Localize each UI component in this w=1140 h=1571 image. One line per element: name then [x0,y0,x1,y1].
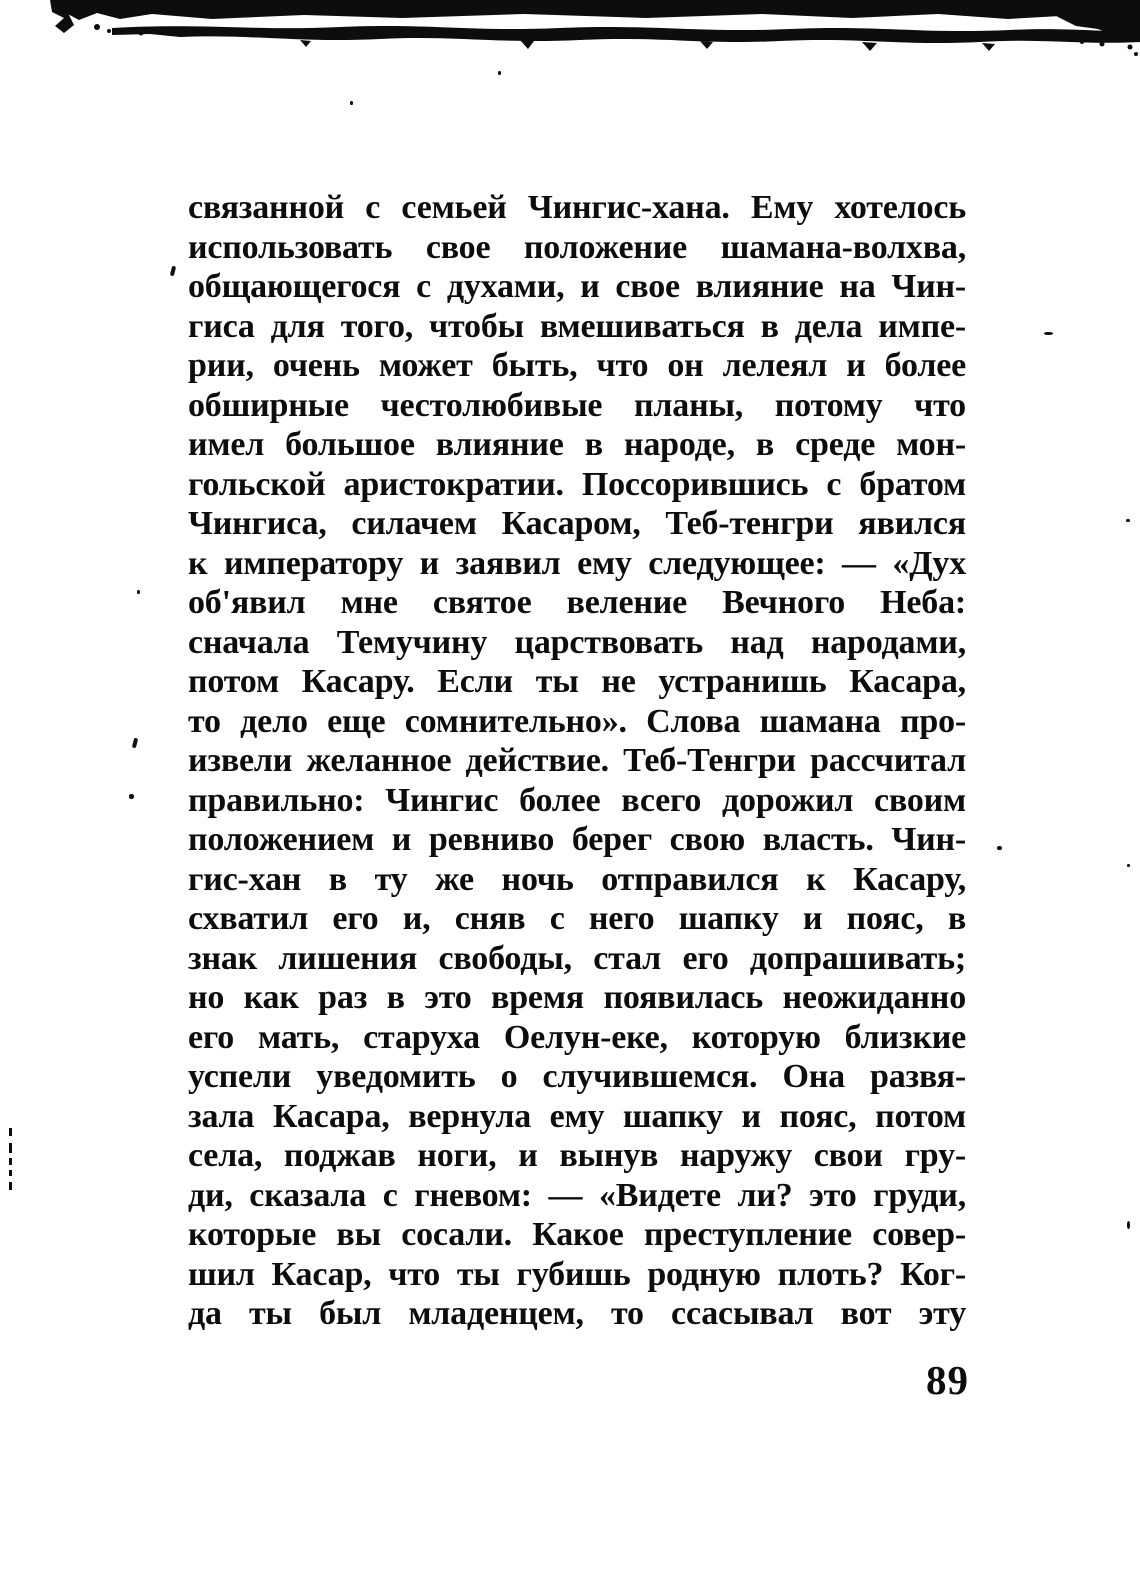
body-text [188,188,966,1334]
text-line: гольской аристократии. Поссорившись с братом [188,465,966,503]
scan-artifact-left-dash [9,1143,12,1153]
text-line: общающегося с духами, и свое влияние на Чин- [188,268,966,305]
ink-speck [350,101,353,105]
scan-artifact-left-dash [9,1182,12,1190]
text-line: шил Касар, что ты губишь родную плоть? Ког- [188,1255,966,1293]
scan-artifact-top-edge [0,0,1140,64]
ink-speck [132,738,138,749]
ink-speck [170,266,176,277]
text-line: правильно: Чингис более всего дорожил своим [188,781,966,819]
text-line: об'явил мне святое веление Вечного Неба: [188,584,966,621]
text-line: схватил его и, сняв с него шапку и пояс, в [188,900,966,937]
ink-speck [1126,519,1130,522]
ink-speck [137,590,140,594]
text-line: то дело еще сомнительно». Слова шамана про- [188,702,966,740]
text-line: которые вы сосали. Какое преступление совер- [188,1216,966,1253]
text-line: гиса для того, чтобы вмешиваться в дела импе- [188,307,966,345]
text-line: сначала Темучину царствовать над народами, [188,623,966,661]
text-line: использовать свое положение шамана-волхва, [188,228,966,266]
text-line: Чингиса, силачем Касаром, Теб-тенгри явился [188,505,966,542]
text-line: села, поджав ноги, и вынув наружу свои гру- [188,1137,966,1174]
text-line: извели желанное действие. Теб-Тенгри рассчитал [188,742,966,779]
text-line: успели уведомить о случившемся. Она развя- [188,1058,966,1095]
text-line: положением и ревниво берег свою власть. Чин- [188,821,966,858]
scan-artifact-left-dash [9,1158,12,1165]
ink-speck [997,846,1002,850]
ink-speck [1127,1221,1130,1229]
text-line: рии, очень может быть, что он лелеял и более [188,347,966,384]
text-line: потом Касару. Если ты не устранишь Касара, [188,663,966,700]
text-line: обширные честолюбивые планы, потому что [188,386,966,424]
text-line: ди, сказала с гневом: — «Видете ли? это груди, [188,1176,966,1214]
text-line: к императору и заявил ему следующее: — «Дух [188,544,966,582]
text-line: имел большое влияние в народе, в среде мон- [188,426,966,463]
page-number: 89 [926,1357,969,1403]
text-line: связанной с семьей Чингис-хана. Ему хотелось [188,189,966,226]
scan-artifact-left-dash [9,1170,12,1176]
ink-speck [498,71,501,75]
text-line: но как раз в это время появилась неожиданно [188,979,966,1016]
ink-speck [1127,864,1130,867]
text-line: его мать, старуха Оелун-еке, которую близкие [188,1018,966,1056]
text-line: знак лишения свободы, стал его допрашивать; [188,939,966,977]
text-line: да ты был младенцем, то ссасывал вот эту [188,1295,966,1332]
text-line: гис-хан в ту же ночь отправился к Касару, [188,860,966,898]
ink-speck [129,794,134,799]
text-line: зала Касара, вернула ему шапку и пояс, потом [188,1097,966,1135]
scan-artifact-left-dash [9,1128,12,1136]
ink-speck [1044,332,1053,335]
